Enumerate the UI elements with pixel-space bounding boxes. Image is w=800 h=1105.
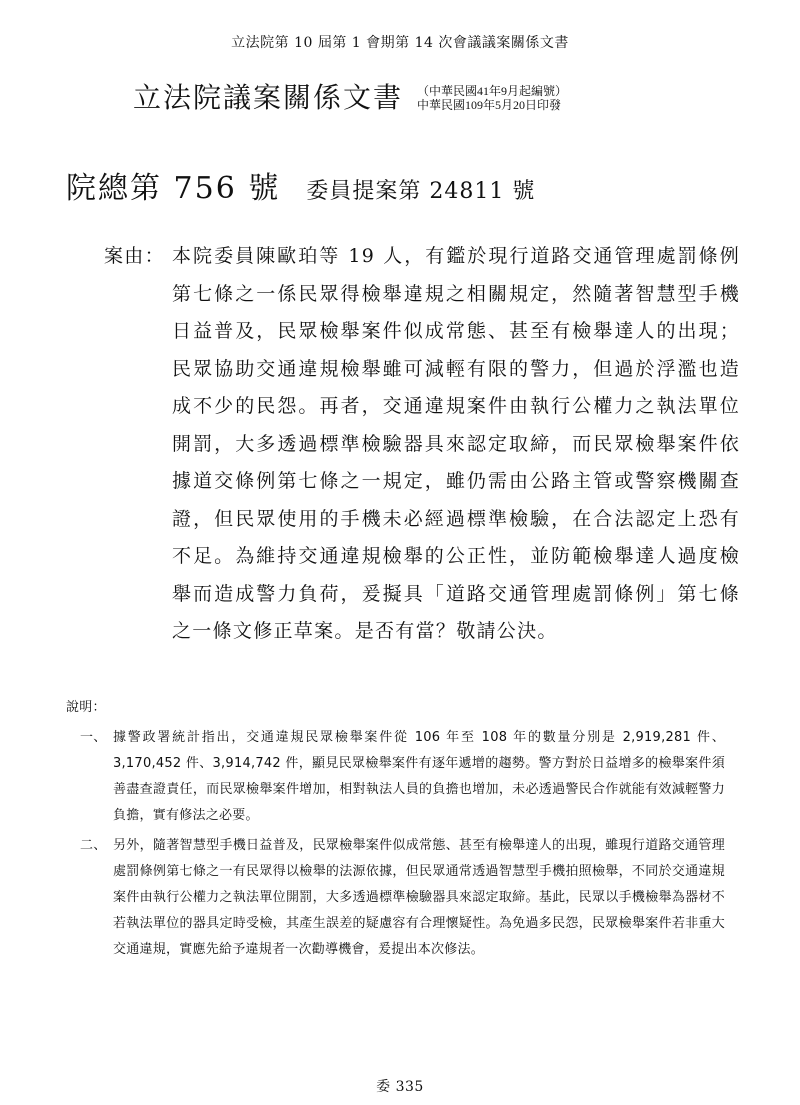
running-header: 立法院第 10 屆第 1 會期第 14 次會議議案關係文書 (231, 35, 569, 51)
explanation-section (66, 695, 734, 963)
document-number-line (66, 163, 535, 207)
committee-proposal-number: 委員提案第 24811 號 (306, 179, 536, 204)
case-reason-text: 本院委員陳歐珀等 19 人，有鑑於現行道路交通管理處罰條例第七條之一係民眾得檢舉違規之相關規定，然隨著智慧型手機日益普及，民眾檢舉案件似成常態、甚至有檢舉達人的出現；民眾協助交通違規檢舉雖可減輕有限的警力，但過於浮濫也造成不少的民怨。再者，交通違規案件由執行公權力之執法單位開罰，大多透過標準檢驗器具來認定取締，而民眾檢舉案件依據道交條例第七條之一規定，雖仍需由公路主管或警察機關查證，但民眾使用的手機未必經過標準檢驗，在合法認定上恐有不足。為維持交通違規檢舉的公正性，並防範檢舉達人過度檢舉而造成警力負荷，爰擬具「道路交通管理處罰條例」第七條之一條文修正草案。是否有當？敬請公決。 (172, 245, 740, 642)
edition-info (417, 84, 567, 112)
document-title: 立法院議案關係文書 (133, 81, 404, 114)
case-reason-label: 案由： (104, 245, 165, 267)
case-reason-section (104, 238, 744, 651)
document-title-block (133, 82, 567, 114)
explanation-item (66, 725, 734, 829)
page-number: 委 335 (376, 1079, 424, 1095)
explanation-item-text: 另外，隨著智慧型手機日益普及，民眾檢舉案件似成常態、甚至有檢舉達人的出現，雖現行道路交通管理處罰條例第七條之一有民眾得以檢舉的法源依據，但民眾通常透過智慧型手機拍照檢舉，不同於交通違規案件由執行公權力之執法單位開罰，大多透過標準檢驗器具來認定取締。基此，民眾以手機檢舉為器材不若執法單位的器具定時受檢，其產生誤差的疑慮容有合理懷疑性。為免過多民怨，民眾檢舉案件若非重大交通違規，實應先給予違規者一次勸導機會，爰提出本次修法。 (113, 838, 725, 957)
explanation-item-text: 據警政署統計指出，交通違規民眾檢舉案件從 106 年至 108 年的數量分別是 2,919,281 件、3,170,452 件、3,914,742 件，顯見民眾檢舉案件有逐年遞增的趨勢。警方對於日益增多的檢舉案件須善盡查證責任，而民眾檢舉案件增加，相對執法人員的負擔也增加，未必透過警民合作就能有效減輕警力負擔，實有修法之必要。 (113, 730, 725, 823)
numbering-since-note: （中華民國41年9月起編號） (417, 84, 568, 98)
yuan-general-number: 院總第 756 號 (66, 171, 281, 206)
explanation-item-marker: 二、 (80, 838, 107, 853)
explanation-item (66, 833, 734, 963)
print-date: 中華民國109年5月20日印發 (417, 98, 562, 112)
explanation-item-marker: 一、 (80, 730, 107, 745)
explanation-heading: 說明： (66, 700, 106, 715)
